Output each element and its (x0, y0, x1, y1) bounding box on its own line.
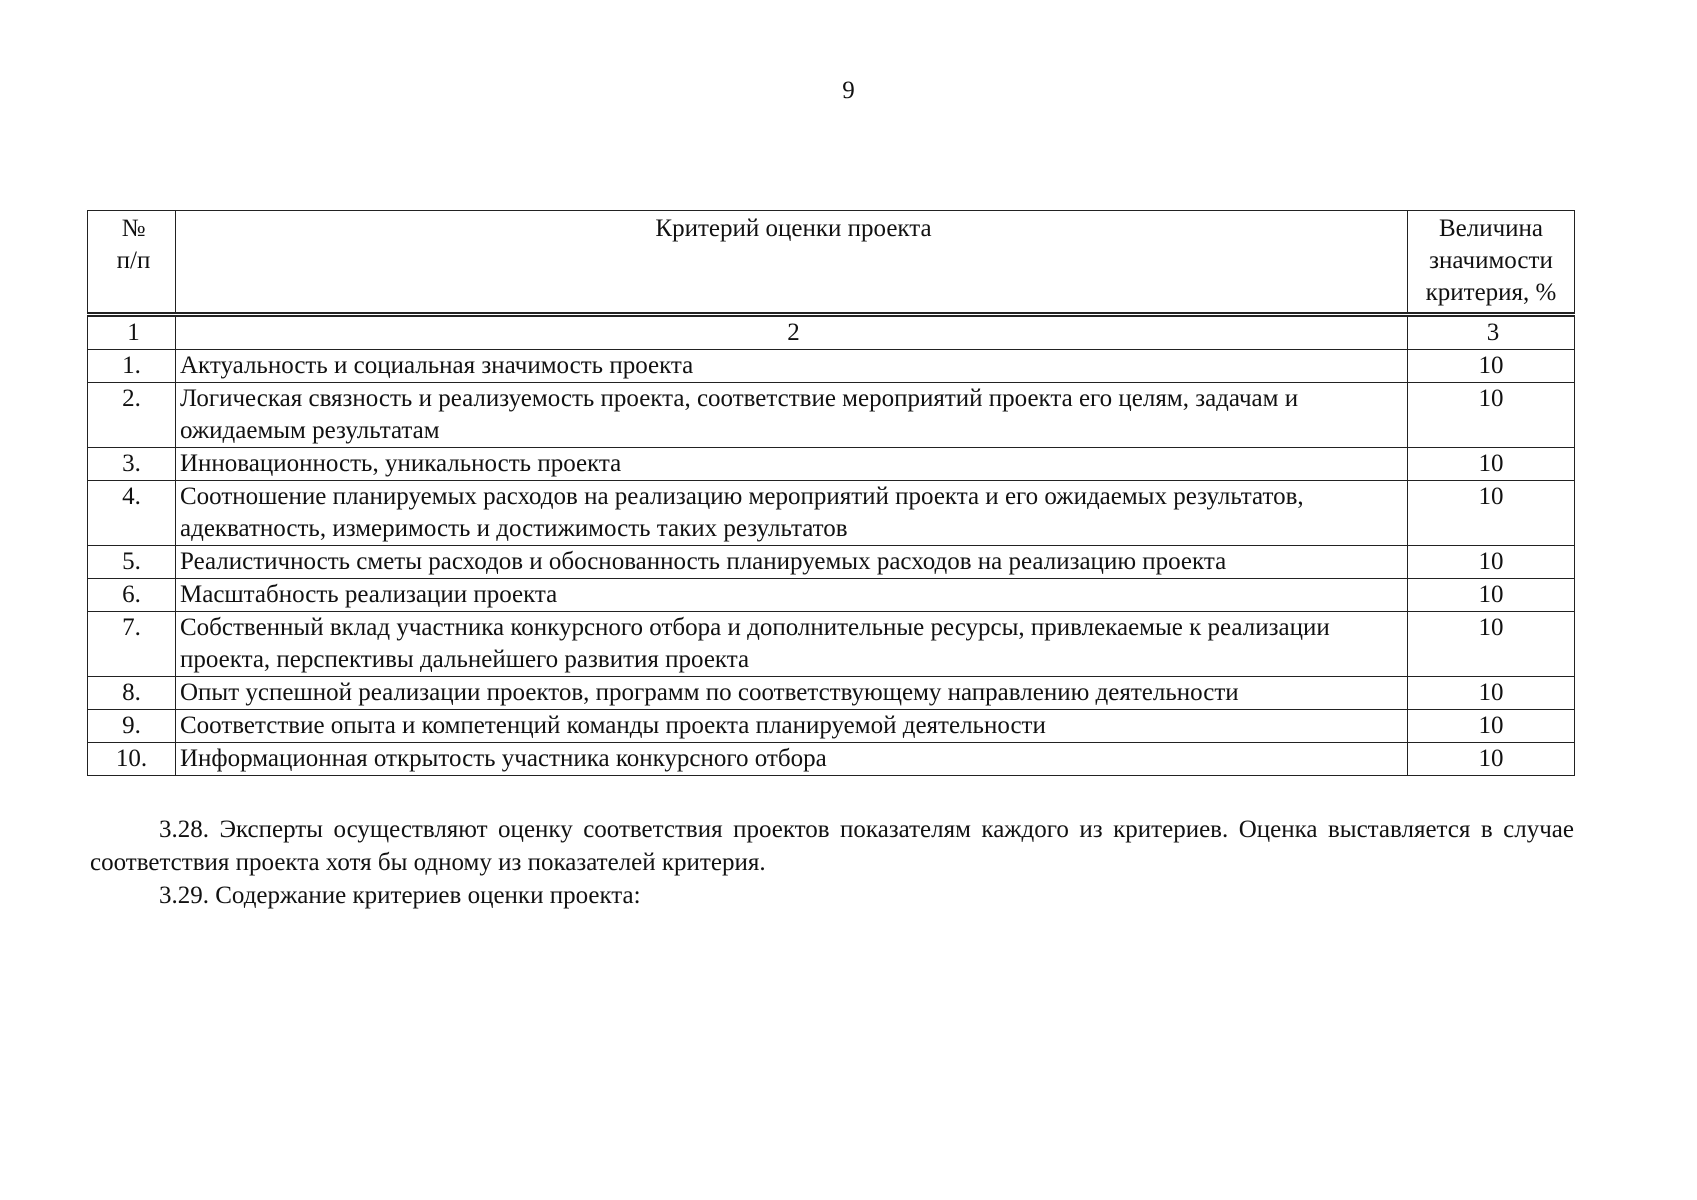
row-number: 7. (88, 612, 176, 677)
row-value: 10 (1408, 612, 1575, 677)
row-criterion: Реалистичность сметы расходов и обоснованность планируемых расходов на реализацию проекта (176, 546, 1408, 579)
table-row (88, 710, 1575, 743)
column-number-1: 1 (88, 315, 176, 350)
row-number: 1. (88, 350, 176, 383)
row-number: 10. (88, 743, 176, 776)
row-value: 10 (1408, 743, 1575, 776)
row-value: 10 (1408, 710, 1575, 743)
table-row (88, 743, 1575, 776)
row-number: 8. (88, 677, 176, 710)
table-row (88, 612, 1575, 677)
table-row (88, 383, 1575, 448)
row-criterion: Актуальность и социальная значимость проекта (176, 350, 1408, 383)
header-value-line3: критерия, % (1425, 279, 1557, 306)
column-number-3: 3 (1408, 315, 1575, 350)
row-criterion: Опыт успешной реализации проектов, программ по соответствующему направлению деятельности (176, 677, 1408, 710)
row-criterion: Информационная открытость участника конкурсного отбора (176, 743, 1408, 776)
row-value: 10 (1408, 383, 1575, 448)
table-row (88, 579, 1575, 612)
table-row (88, 481, 1575, 546)
paragraph-3-28: 3.28. Эксперты осуществляют оценку соответствия проектов показателям каждого из критериев. Оценка выставляется в случае соответствия проекта хотя бы одному из показателей критерия. (90, 816, 1574, 876)
row-number: 3. (88, 448, 176, 481)
header-value-cell (1408, 211, 1575, 315)
row-number: 9. (88, 710, 176, 743)
header-value-line1: Величина (1438, 215, 1544, 242)
header-num-line1: № (121, 215, 146, 242)
row-criterion: Логическая связность и реализуемость проекта, соответствие мероприятий проекта его целям, задачам и ожидаемым результатам (176, 383, 1408, 448)
row-number: 5. (88, 546, 176, 579)
row-number: 4. (88, 481, 176, 546)
header-criterion-cell: Критерий оценки проекта (176, 211, 1408, 315)
row-criterion: Соотношение планируемых расходов на реализацию мероприятий проекта и его ожидаемых результатов, адекватность, измеримость и достижимость таких результатов (176, 481, 1408, 546)
row-value: 10 (1408, 481, 1575, 546)
header-value-line2: значимости (1429, 247, 1553, 274)
page-number: 9 (842, 77, 855, 104)
table-row (88, 350, 1575, 383)
table-header-row (88, 211, 1575, 315)
table-row (88, 677, 1575, 710)
header-num-cell (88, 211, 176, 315)
row-number: 6. (88, 579, 176, 612)
row-value: 10 (1408, 677, 1575, 710)
row-number: 2. (88, 383, 176, 448)
column-number-2: 2 (176, 315, 1408, 350)
row-criterion: Масштабность реализации проекта (176, 579, 1408, 612)
header-num-line2: п/п (116, 247, 151, 274)
row-criterion: Инновационность, уникальность проекта (176, 448, 1408, 481)
table-row (88, 448, 1575, 481)
row-criterion: Собственный вклад участника конкурсного отбора и дополнительные ресурсы, привлекаемые к реализации проекта, перспективы дальнейшего развития проекта (176, 612, 1408, 677)
row-criterion: Соответствие опыта и компетенций команды проекта планируемой деятельности (176, 710, 1408, 743)
row-value: 10 (1408, 448, 1575, 481)
criteria-table (87, 210, 1575, 776)
row-value: 10 (1408, 546, 1575, 579)
row-value: 10 (1408, 350, 1575, 383)
table-row (88, 546, 1575, 579)
column-numbers-row (88, 315, 1575, 350)
paragraph-3-29: 3.29. Содержание критериев оценки проекта: (159, 882, 641, 909)
row-value: 10 (1408, 579, 1575, 612)
